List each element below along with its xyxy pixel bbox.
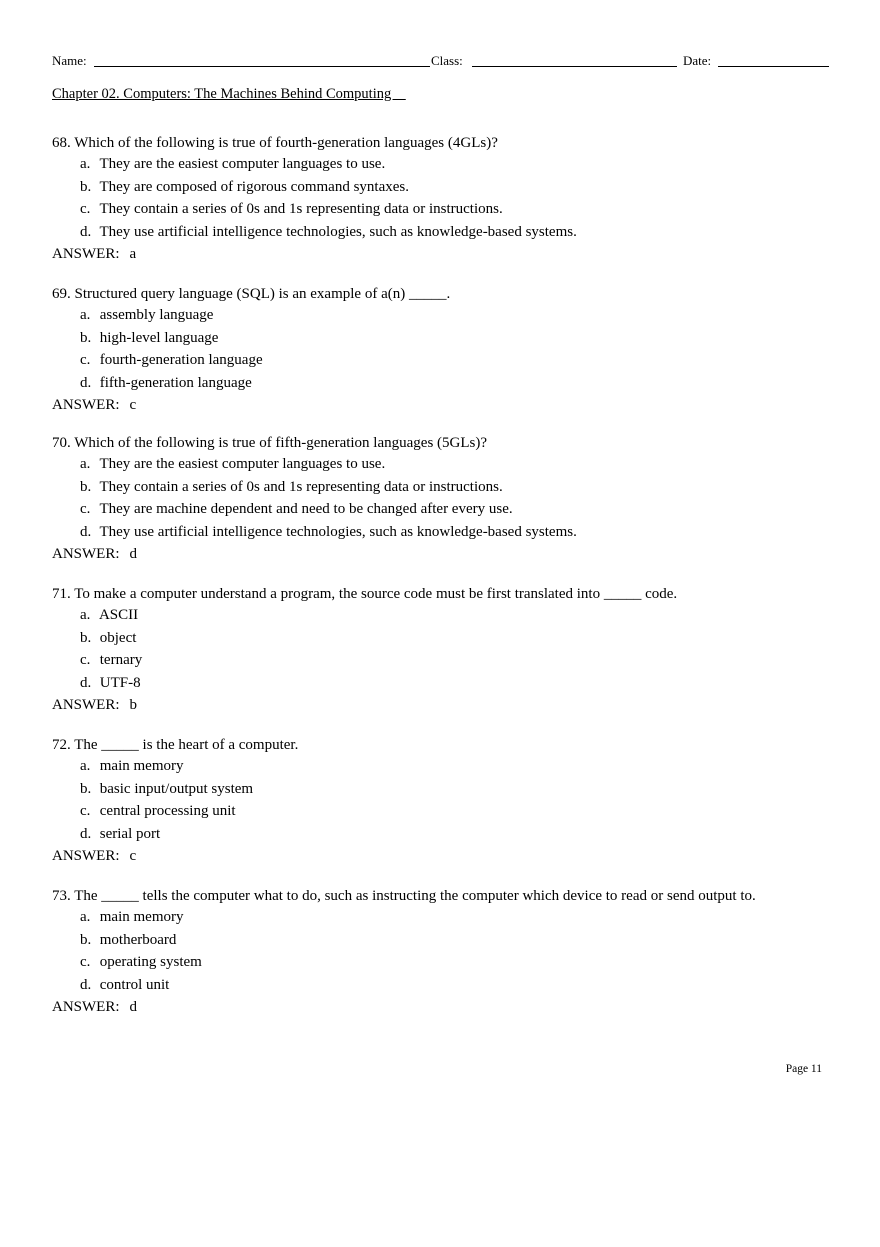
class-field-line	[472, 66, 677, 67]
option-letter: d.	[80, 223, 92, 240]
option-letter: a.	[80, 156, 91, 172]
option-letter: d.	[80, 976, 92, 993]
answer-value: a	[129, 246, 137, 262]
option-text: They are the easiest computer languages to use.	[99, 156, 386, 172]
option-text: They contain a series of 0s and 1s representing data or instructions.	[99, 201, 503, 217]
option-letter: b.	[80, 629, 92, 646]
option-letter: d.	[80, 374, 92, 391]
question-text: 73. The _____ tells the computer what to do, such as instructing the computer which device to read or send output to.	[52, 888, 756, 904]
header-fields	[52, 52, 830, 70]
chapter-title: Chapter 02. Computers: The Machines Behind Computing	[52, 86, 406, 102]
option-text: assembly language	[99, 307, 214, 323]
answer-option	[52, 755, 822, 778]
option-letter: d.	[80, 523, 92, 540]
answer-option	[52, 649, 822, 672]
option-letter: a.	[80, 456, 91, 472]
name-label: Name:	[52, 53, 87, 68]
option-text: They are the easiest computer languages to use.	[99, 456, 386, 472]
date-field-line	[718, 66, 829, 67]
option-letter: b.	[80, 931, 92, 948]
option-letter: a.	[80, 307, 91, 323]
answer-label: ANSWER:	[52, 246, 120, 262]
option-text: central processing unit	[99, 803, 236, 819]
answer-option	[52, 221, 822, 244]
answer-label: ANSWER:	[52, 697, 120, 713]
name-field-line	[94, 66, 430, 67]
option-text: They are machine dependent and need to be changed after every use.	[99, 501, 513, 517]
option-text: They use artificial intelligence technologies, such as knowledge-based systems.	[99, 523, 577, 540]
answer-option	[52, 498, 822, 521]
option-text: motherboard	[99, 931, 177, 948]
option-letter: a.	[80, 758, 91, 774]
answer-option	[52, 198, 822, 221]
answer-line	[52, 694, 822, 716]
answer-option	[52, 372, 822, 395]
answer-option	[52, 823, 822, 846]
answer-label: ANSWER:	[52, 546, 120, 562]
answer-option	[52, 153, 822, 176]
option-letter: a.	[80, 909, 91, 925]
answer-value: b	[129, 697, 137, 713]
option-letter: c.	[80, 201, 91, 217]
answer-line	[52, 845, 822, 867]
question-block	[52, 284, 822, 416]
question-block	[52, 735, 822, 867]
answer-option	[52, 521, 822, 544]
question-text: 72. The _____ is the heart of a computer.	[52, 737, 299, 753]
answer-option	[52, 349, 822, 372]
question-text: 69. Structured query language (SQL) is an example of a(n) _____.	[52, 286, 451, 302]
answer-option	[52, 951, 822, 974]
option-letter: c.	[80, 501, 91, 517]
answer-option	[52, 906, 822, 929]
answer-option	[52, 327, 822, 350]
question-block	[52, 133, 822, 265]
option-text: ASCII	[98, 607, 139, 623]
option-text: serial port	[99, 825, 161, 842]
option-text: They are composed of rigorous command syntaxes.	[99, 178, 409, 195]
question-text: 70. Which of the following is true of fifth-generation languages (5GLs)?	[52, 435, 488, 451]
answer-option	[52, 627, 822, 650]
answer-label: ANSWER:	[52, 848, 120, 864]
option-text: main memory	[99, 758, 184, 774]
question-text: 68. Which of the following is true of fourth-generation languages (4GLs)?	[52, 135, 498, 151]
question-block	[52, 584, 822, 716]
option-text: fourth-generation language	[99, 352, 263, 368]
option-letter: b.	[80, 329, 92, 346]
answer-option	[52, 453, 822, 476]
answer-option	[52, 672, 822, 695]
answer-line	[52, 394, 822, 416]
date-label: Date:	[683, 53, 712, 68]
option-letter: c.	[80, 352, 91, 368]
answer-option	[52, 304, 822, 327]
option-text: object	[99, 629, 137, 646]
answer-option	[52, 176, 822, 199]
option-letter: b.	[80, 780, 92, 797]
option-text: main memory	[99, 909, 184, 925]
answer-value: d	[129, 999, 137, 1015]
option-text: ternary	[99, 652, 143, 668]
answer-line	[52, 243, 822, 265]
option-text: fifth-generation language	[99, 374, 252, 391]
option-text: They use artificial intelligence technologies, such as knowledge-based systems.	[99, 223, 577, 240]
option-text: high-level language	[99, 329, 219, 346]
answer-value: c	[129, 848, 137, 864]
answer-option	[52, 476, 822, 499]
option-letter: a.	[80, 607, 91, 623]
option-letter: c.	[80, 803, 91, 819]
class-label: Class:	[431, 53, 463, 68]
answer-label: ANSWER:	[52, 397, 120, 413]
answer-value: c	[129, 397, 137, 413]
option-text: control unit	[99, 976, 170, 993]
question-text: 71. To make a computer understand a program, the source code must be first translated into _____ code.	[52, 586, 678, 602]
answer-option	[52, 800, 822, 823]
answer-option	[52, 929, 822, 952]
question-block	[52, 433, 822, 565]
option-letter: c.	[80, 652, 91, 668]
option-text: They contain a series of 0s and 1s representing data or instructions.	[99, 478, 503, 495]
answer-line	[52, 543, 822, 565]
option-text: operating system	[99, 954, 202, 970]
option-letter: b.	[80, 178, 92, 195]
answer-option	[52, 604, 822, 627]
question-block	[52, 886, 822, 1018]
page-number: Page 11	[785, 1063, 822, 1075]
option-letter: b.	[80, 478, 92, 495]
option-letter: c.	[80, 954, 91, 970]
answer-label: ANSWER:	[52, 999, 120, 1015]
answer-value: d	[129, 546, 137, 562]
option-text: UTF-8	[99, 674, 141, 691]
answer-option	[52, 974, 822, 997]
option-text: basic input/output system	[99, 780, 254, 797]
option-letter: d.	[80, 825, 92, 842]
answer-line	[52, 996, 822, 1018]
answer-option	[52, 778, 822, 801]
option-letter: d.	[80, 674, 92, 691]
